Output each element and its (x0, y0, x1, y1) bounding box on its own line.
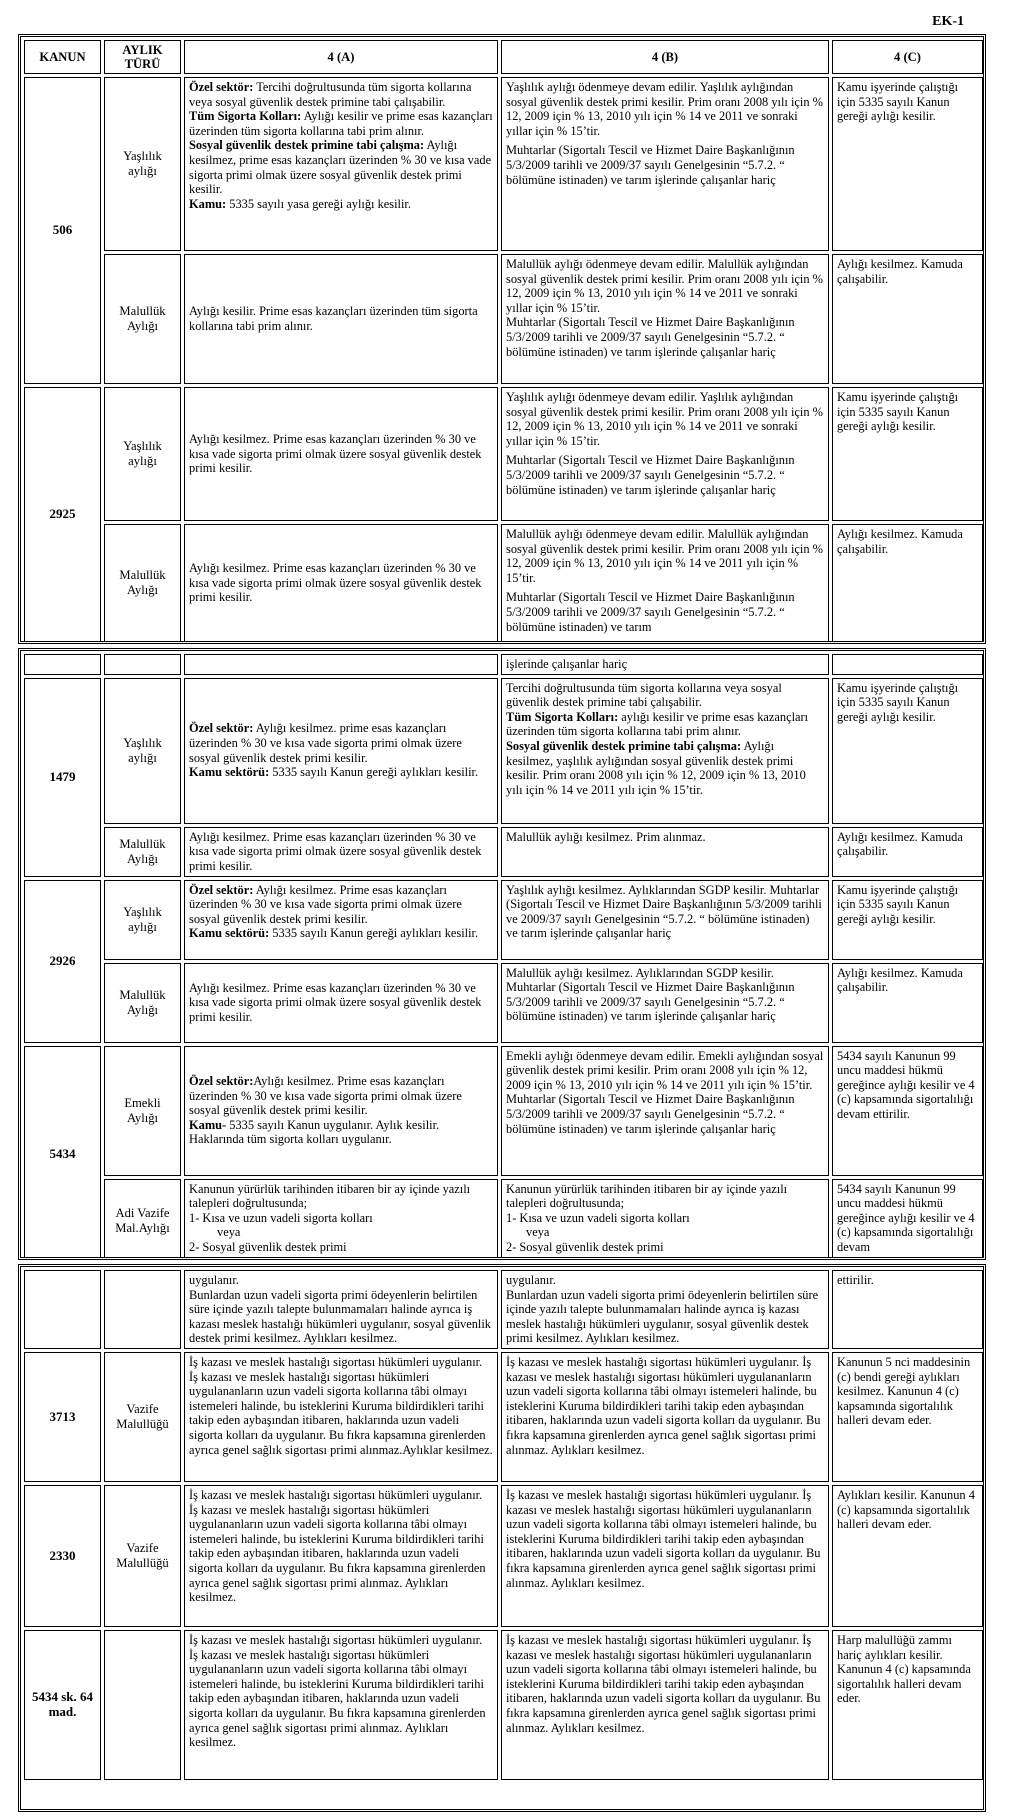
cell-4c: Kamu işyerinde çalıştığı için 5335 sayılı Kanun gereği aylığı kesilir. (832, 880, 983, 960)
col-4b: 4 (B) (501, 40, 829, 74)
aylik-turu-cell: Emekli Aylığı (104, 1046, 181, 1176)
cell-4b: Tercihi doğrultusunda tüm sigorta kollarına veya sosyal güvenlik destek primine tabi çalışabilir. Tüm Sigorta Kolları: aylığı kesilir ve prime esas kazançları üzerinden tüm sigorta kollarına tabi prim alınır. Sosyal güvenlik destek primine tabi çalışma: Aylığı kesilmez, yaşlılık aylığından sosyal güvenlik destek primi kesilir. Prim oranı 2008 yılı için % 12, 2009 için % 13, 2010 yılı için % 14 ve 2011 yılı için % 15’tir. (501, 678, 829, 824)
cell-4b: Malullük aylığı ödenmeye devam edilir. Malullük aylığından sosyal güvenlik destek primi kesilir. Prim oranı 2008 yılı için % 12, 2009 için % 13, 2010 yılı için % 14 ve 2011 ve sonraki yıllar için % 15’tir. Muhtarlar (Sigortalı Tescil ve Hizmet Daire Başkanlığının 5/3/2009 tarihli ve 2009/37 sayılı Genelgesinin “5.7.2. “ bölümüne istinaden) ve tarım işlerinde çalışanlar hariç (501, 254, 829, 384)
aylik-turu-cell: Yaşlılık aylığı (104, 77, 181, 251)
cell-4c: Kamu işyerinde çalıştığı için 5335 sayılı Kanun gereği aylığı kesilir. (832, 77, 983, 251)
table-block-2 (18, 648, 986, 1260)
table-block-1 (18, 34, 986, 644)
cell-4a: Özel sektör: Aylığı kesilmez. prime esas kazançları üzerinden % 30 ve kısa vade sigorta primi olmak üzere sosyal güvenlik destek primi kesilir. Kamu sektörü: 5335 sayılı Kanun gereği aylıkları kesilir. (184, 678, 498, 824)
aylik-turu-cell: Yaşlılık aylığı (104, 678, 181, 824)
table-block-3 (18, 1264, 986, 1812)
cell-4c (832, 654, 983, 675)
table-row (24, 827, 983, 877)
cell-4a (184, 654, 498, 675)
table-row (24, 678, 983, 824)
kanun-cell: 2925 (24, 387, 101, 642)
cell-4a: İş kazası ve meslek hastalığı sigortası hükümleri uygulanır. İş kazası ve meslek hastalığı sigortası hükümleri uygulananların uzun vadeli sigorta kollarına tâbi olmayı istemeleri halinde, bu isteklerini Kuruma bildirdikleri tarihi takip eden aybaşından itibaren, haklarında uzun vadeli sigorta kolları da uygulanır. Bu fıkra kapsamına girenlerden ayrıca genel sağlık sigortası primi alınmaz. Aylıkları kesilmez. (184, 1485, 498, 1627)
cell-4a: Aylığı kesilmez. Prime esas kazançları üzerinden % 30 ve kısa vade sigorta primi olmak üzere sosyal güvenlik destek primi kesilir. (184, 827, 498, 877)
header-row (24, 40, 983, 74)
cell-4a: Aylığı kesilmez. Prime esas kazançları üzerinden % 30 ve kısa vade sigorta primi olmak üzere sosyal güvenlik destek primi kesilir. (184, 387, 498, 521)
col-aylik-turu: AYLIK TÜRÜ (104, 40, 181, 74)
cell-4b: Emekli aylığı ödenmeye devam edilir. Emekli aylığından sosyal güvenlik destek primi kesilir. Prim oranı 2008 yılı için % 12, 2009 için % 13, 2010 yılı için % 14 ve 2011 yılı için % 15’tir. Muhtarlar (Sigortalı Tescil ve Hizmet Daire Başkanlığının 5/3/2009 tarihli ve 2009/37 sayılı Genelgesinin “5.7.2. “ bölümüne istinaden) ve tarım işlerinde çalışanlar hariç (501, 1046, 829, 1176)
kanun-cell: 1479 (24, 678, 101, 877)
cell-4c: Aylığı kesilmez. Kamuda çalışabilir. (832, 254, 983, 384)
cell-4c: Kamu işyerinde çalıştığı için 5335 sayılı Kanun gereği aylığı kesilir. (832, 387, 983, 521)
table-row (24, 963, 983, 1043)
cell-4a: İş kazası ve meslek hastalığı sigortası hükümleri uygulanır. İş kazası ve meslek hastalığı sigortası hükümleri uygulananların uzun vadeli sigorta kollarına tâbi olmayı istemeleri halinde, bu isteklerini Kuruma bildirdikleri tarihi takip eden aybaşından itibaren, haklarında uzun vadeli sigorta kolları da uygulanır. Bu fıkra kapsamına girenlerden ayrıca genel sağlık sigortası primi alınmaz. Aylıkları kesilmez. (184, 1630, 498, 1780)
table-row (24, 654, 983, 675)
table-row (24, 1352, 983, 1482)
kanun-cell: 5434 (24, 1046, 101, 1260)
cell-4b: Yaşlılık aylığı kesilmez. Aylıklarından SGDP kesilir. Muhtarlar (Sigortalı Tescil ve Hizmet Daire Başkanlığının 5/3/2009 tarihli ve 2009/37 sayılı Genelgesinin “5.7.2. “ bölümüne istinaden) ve tarım işlerinde çalışanlar hariç (501, 880, 829, 960)
col-4c: 4 (C) (832, 40, 983, 74)
cell-4b: İş kazası ve meslek hastalığı sigortası hükümleri uygulanır. İş kazası ve meslek hastalığı sigortası hükümleri uygulananların uzun vadeli sigorta kollarına tâbi olmayı istemeleri halinde, bu isteklerini Kuruma bildirdikleri tarihi takip eden aybaşından itibaren, haklarında uzun vadeli sigorta kolları da uygulanır. Bu fıkra kapsamına girenlerden ayrıca genel sağlık sigortası primi alınmaz. Aylıkları kesilmez. (501, 1485, 829, 1627)
table-page-2 (21, 651, 986, 1260)
aylik-turu-cell: Vazife Malullüğü (104, 1485, 181, 1627)
table-page-3 (21, 1267, 986, 1783)
kanun-cell: 3713 (24, 1352, 101, 1482)
table-row (24, 1485, 983, 1627)
cell-4b: Yaşlılık aylığı ödenmeye devam edilir. Yaşlılık aylığından sosyal güvenlik destek primi kesilir. Prim oranı 2008 yılı için % 12, 2009 için % 13, 2010 yılı için % 14 ve 2011 ve sonraki yıllar için % 15’tir. Muhtarlar (Sigortalı Tescil ve Hizmet Daire Başkanlığının 5/3/2009 tarihli ve 2009/37 sayılı Genelgesinin “5.7.2. “ bölümüne istinaden) ve tarım işlerinde çalışanlar hariç (501, 387, 829, 521)
cell-4c: Kanunun 5 nci maddesinin (c) bendi gereği aylıkları kesilmez. Kanunun 4 (c) kapsamında sigortalılık halleri devam eder. (832, 1352, 983, 1482)
col-kanun: KANUN (24, 40, 101, 74)
cell-4a: Özel sektör: Aylığı kesilmez. Prime esas kazançları üzerinden % 30 ve kısa vade sigorta primi olmak üzere sosyal güvenlik destek primi kesilir. Kamu sektörü: 5335 sayılı Kanun gereği aylıkları kesilir. (184, 880, 498, 960)
cell-4c: Aylığı kesilmez. Kamuda çalışabilir. (832, 963, 983, 1043)
cell-4a: Aylığı kesilmez. Prime esas kazançları üzerinden % 30 ve kısa vade sigorta primi olmak üzere sosyal güvenlik destek primi kesilir. (184, 963, 498, 1043)
aylik-turu-cell: Malullük Aylığı (104, 963, 181, 1043)
cell-4a: Aylığı kesilmez. Prime esas kazançları üzerinden % 30 ve kısa vade sigorta primi olmak üzere sosyal güvenlik destek primi kesilir. (184, 524, 498, 642)
kanun-cell: 2330 (24, 1485, 101, 1627)
aylik-turu-cell (104, 1630, 181, 1780)
cell-4c: Aylığı kesilmez. Kamuda çalışabilir. (832, 524, 983, 642)
cell-4b: İş kazası ve meslek hastalığı sigortası hükümleri uygulanır. İş kazası ve meslek hastalığı sigortası hükümleri uygulananların uzun vadeli sigorta kollarına tâbi olmayı istemeleri halinde, bu isteklerini Kuruma bildirdikleri tarihi takip eden aybaşından itibaren, haklarında uzun vadeli sigorta kolları da uygulanır. Bu fıkra kapsamına girenlerden ayrıca genel sağlık sigortası primi alınmaz. Aylıkları kesilmez. (501, 1630, 829, 1780)
table-row (24, 254, 983, 384)
aylik-turu-cell: Malullük Aylığı (104, 827, 181, 877)
cell-4c: ettirilir. (832, 1270, 983, 1349)
kanun-cell: 2926 (24, 880, 101, 1043)
cell-4a: Aylığı kesilir. Prime esas kazançları üzerinden tüm sigorta kollarına tabi prim alınır. (184, 254, 498, 384)
cell-4b: Yaşlılık aylığı ödenmeye devam edilir. Yaşlılık aylığından sosyal güvenlik destek primi kesilir. Prim oranı 2008 yılı için % 12, 2009 için % 13, 2010 yılı için % 14 ve 2011 ve sonraki yıllar için % 15’tir. Muhtarlar (Sigortalı Tescil ve Hizmet Daire Başkanlığının 5/3/2009 tarihli ve 2009/37 sayılı Genelgesinin “5.7.2. “ bölümüne istinaden) ve tarım işlerinde çalışanlar hariç (501, 77, 829, 251)
kanun-cell (24, 1270, 101, 1349)
aylik-turu-cell: Yaşlılık aylığı (104, 387, 181, 521)
aylik-turu-cell: Malullük Aylığı (104, 524, 181, 642)
kanun-cell: 5434 sk. 64 mad. (24, 1630, 101, 1780)
table-row (24, 1179, 983, 1260)
cell-4b: İş kazası ve meslek hastalığı sigortası hükümleri uygulanır. İş kazası ve meslek hastalığı sigortası hükümleri uygulananların uzun vadeli sigorta kollarına tâbi olmayı istemeleri halinde, bu isteklerini Kuruma bildirdikleri tarihi takip eden aybaşından itibaren, haklarında uzun vadeli sigorta kolları da uygulanır. Bu fıkra kapsamına girenlerden ayrıca genel sağlık sigortası primi alınmaz. Aylıkları kesilmez. (501, 1352, 829, 1482)
aylik-turu-cell (104, 1270, 181, 1349)
aylik-turu-cell: Adi Vazife Mal.Aylığı (104, 1179, 181, 1260)
table-row (24, 880, 983, 960)
cell-4c: Aylığı kesilmez. Kamuda çalışabilir. (832, 827, 983, 877)
aylik-turu-cell: Malullük Aylığı (104, 254, 181, 384)
aylik-turu-cell (104, 654, 181, 675)
aylik-turu-cell: Yaşlılık aylığı (104, 880, 181, 960)
cell-4b: Malullük aylığı ödenmeye devam edilir. Malullük aylığından sosyal güvenlik destek primi kesilir. Prim oranı 2008 yılı için % 12, 2009 için % 13, 2010 yılı için % 14 ve 2011 yılı için % 15’tir. Muhtarlar (Sigortalı Tescil ve Hizmet Daire Başkanlığının 5/3/2009 tarihli ve 2009/37 sayılı Genelgesinin “5.7.2. “ bölümüne istinaden) ve tarım (501, 524, 829, 642)
cell-4a: Özel sektör:Aylığı kesilmez. Prime esas kazançları üzerinden % 30 ve kısa vade sigorta primi olmak üzere sosyal güvenlik destek primi kesilir. Kamu- 5335 sayılı Kanun uygulanır. Aylık kesilir. Haklarında tüm sigorta kolları uygulanır. (184, 1046, 498, 1176)
table-row (24, 77, 983, 251)
cell-4c: 5434 sayılı Kanunun 99 uncu maddesi hükmü gereğince aylığı kesilir ve 4 (c) kapsamında sigortalılığı devam ettirilir. (832, 1046, 983, 1176)
kanun-cell: 506 (24, 77, 101, 384)
cell-4a: Özel sektör: Tercihi doğrultusunda tüm sigorta kollarına veya sosyal güvenlik destek primine tabi çalışabilir. Tüm Sigorta Kolları: Aylığı kesilir ve prime esas kazançları üzerinden tüm sigorta kollarına tabi prim alınır. Sosyal güvenlik destek primine tabi çalışma: Aylığı kesilmez, prime esas kazançları üzerinden % 30 ve kısa vade sigorta primi olmak üzere sosyal güvenlik destek primi kesilir. Kamu: 5335 sayılı yasa gereği aylığı kesilir. (184, 77, 498, 251)
cell-4b: Malullük aylığı kesilmez. Prim alınmaz. (501, 827, 829, 877)
ek-label: EK-1 (932, 14, 964, 29)
kanun-cell (24, 654, 101, 675)
table-row (24, 1630, 983, 1780)
table-row (24, 1270, 983, 1349)
cell-4c: Aylıkları kesilir. Kanunun 4 (c) kapsamında sigortalılık halleri devam eder. (832, 1485, 983, 1627)
col-4a: 4 (A) (184, 40, 498, 74)
table-page-1 (21, 37, 986, 644)
cell-4c: Kamu işyerinde çalıştığı için 5335 sayılı Kanun gereği aylığı kesilir. (832, 678, 983, 824)
table-row (24, 524, 983, 642)
cell-4c: 5434 sayılı Kanunun 99 uncu maddesi hükmü gereğince aylığı kesilir ve 4 (c) kapsamında sigortalılığı devam (832, 1179, 983, 1260)
table-row (24, 387, 983, 521)
table-row (24, 1046, 983, 1176)
cell-4b: Malullük aylığı kesilmez. Aylıklarından SGDP kesilir. Muhtarlar (Sigortalı Tescil ve Hizmet Daire Başkanlığının 5/3/2009 tarihli ve 2009/37 sayılı Genelgesinin “5.7.2. “ bölümüne istinaden) ve tarım işlerinde çalışanlar hariç (501, 963, 829, 1043)
aylik-turu-cell: Vazife Malullüğü (104, 1352, 181, 1482)
cell-4b: Kanunun yürürlük tarihinden itibaren bir ay içinde yazılı talepleri doğrultusunda; 1- Kısa ve uzun vadeli sigorta kolları veya 2- Sosyal güvenlik destek primi (501, 1179, 829, 1260)
cell-4b: işlerinde çalışanlar hariç (501, 654, 829, 675)
cell-4a: uygulanır. Bunlardan uzun vadeli sigorta primi ödeyenlerin belirtilen süre içinde yazılı talepte bulunmamaları halinde ayrıca iş kazası meslek hastalığı hükümleri uygulanır, sosyal güvenlik destek primi kesilmez. Aylıkları kesilmez. (184, 1270, 498, 1349)
cell-4a: İş kazası ve meslek hastalığı sigortası hükümleri uygulanır. İş kazası ve meslek hastalığı sigortası hükümleri uygulananların uzun vadeli sigorta kollarına tâbi olmayı istemeleri halinde, bu isteklerini Kuruma bildirdikleri tarihi takip eden aybaşından itibaren, haklarında uzun vadeli sigorta kolları da uygulanır. Bu fıkra kapsamına girenlerden ayrıca genel sağlık sigortası primi alınmaz.Aylıklar kesilmez. (184, 1352, 498, 1482)
cell-4a: Kanunun yürürlük tarihinden itibaren bir ay içinde yazılı talepleri doğrultusunda; 1- Kısa ve uzun vadeli sigorta kolları veya 2- Sosyal güvenlik destek primi (184, 1179, 498, 1260)
cell-4c: Harp malullüğü zammı hariç aylıkları kesilir. Kanunun 4 (c) kapsamında sigortalılık halleri devam eder. (832, 1630, 983, 1780)
cell-4b: uygulanır. Bunlardan uzun vadeli sigorta primi ödeyenlerin belirtilen süre içinde yazılı talepte bulunmamaları halinde ayrıca iş kazası meslek hastalığı hükümleri uygulanır, sosyal güvenlik destek primi kesilmez. Aylıkları kesilmez. (501, 1270, 829, 1349)
